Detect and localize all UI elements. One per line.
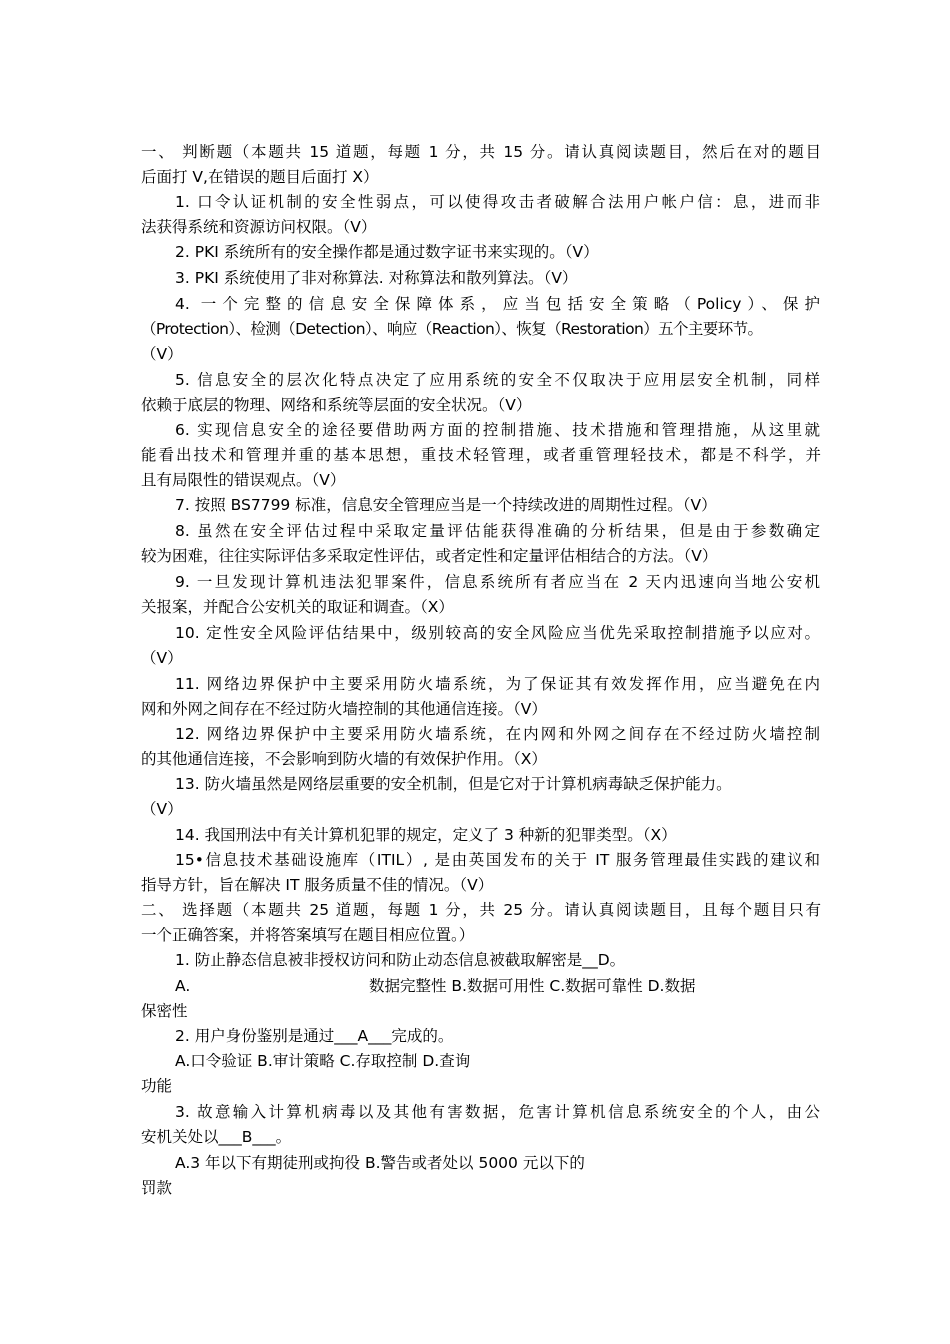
question-9-cont: 关报案，并配合公安机关的取证和调查。（X） bbox=[141, 598, 454, 616]
choice-question-3: 3. 故意输入计算机病毒以及其他有害数据，危害计算机信息系统安全的个人，由公 bbox=[175, 1103, 820, 1121]
question-1-cont: 法获得系统和资源访问权限。（V） bbox=[141, 218, 377, 236]
question-8-cont: 较为困难，往往实际评估多采取定性评估，或者定性和定量评估相结合的方法。（V） bbox=[141, 547, 718, 565]
choice-question-2: 2. 用户身份鉴别是通过___A___完成的。 bbox=[175, 1027, 454, 1045]
choice-3-options-cont: 罚款 bbox=[141, 1179, 173, 1197]
section-title-true-false: 一、 判断题（本题共 15 道题，每题 1 分，共 15 分。请认真阅读题目，然后在对的题目 bbox=[141, 143, 821, 161]
question-3: 3. PKI 系统使用了非对称算法. 对称算法和散列算法。（V） bbox=[175, 269, 578, 287]
question-6-cont: 能看出技术和管理并重的基本思想，重技术轻管理，或者重管理轻技术，都是不科学，并 bbox=[141, 446, 821, 464]
question-8: 8. 虽然在安全评估过程中采取定量评估能获得准确的分析结果，但是由于参数确定 bbox=[175, 522, 820, 540]
question-13: 13. 防火墙虽然是网络层重要的安全机制，但是它对于计算机病毒缺乏保护能力。 bbox=[175, 775, 732, 793]
choice-1-options-cont: 保密性 bbox=[141, 1002, 188, 1020]
question-4-cont: （Protection）、检测（Detection）、响应（Reaction）、恢复（Restoration）五个主要环节。 bbox=[141, 320, 763, 338]
question-12-cont: 的其他通信连接，不会影响到防火墙的有效保护作用。（X） bbox=[141, 750, 547, 768]
section-title-multiple-choice: 二、 选择题（本题共 25 道题，每题 1 分，共 25 分。请认真阅读题目，且每个题目只有 bbox=[141, 901, 821, 919]
choice-question-3-cont: 安机关处以___B___。 bbox=[141, 1128, 292, 1146]
choice-3-options: A.3 年以下有期徒刑或拘役 B.警告或者处以 5000 元以下的 bbox=[175, 1154, 585, 1172]
question-15: 15•信息技术基础设施库（ITIL）, 是由英国发布的关于 IT 服务管理最佳实践的建议和 bbox=[175, 851, 820, 869]
question-13-answer: （V） bbox=[141, 800, 183, 818]
question-6-cont-2: 且有局限性的错误观点。（V） bbox=[141, 471, 346, 489]
question-14: 14. 我国刑法中有关计算机犯罪的规定，定义了 3 种新的犯罪类型。（X） bbox=[175, 826, 677, 844]
choice-1-option-a-label: A. bbox=[175, 977, 191, 995]
question-5: 5. 信息安全的层次化特点决定了应用系统的安全不仅取决于应用层安全机制，同样 bbox=[175, 371, 820, 389]
question-9: 9. 一旦发现计算机违法犯罪案件，信息系统所有者应当在 2 天内迅速向当地公安机 bbox=[175, 573, 820, 591]
question-4-answer: （V） bbox=[141, 345, 183, 363]
question-10: 10. 定性安全风险评估结果中，级别较高的安全风险应当优先采取控制措施予以应对。 bbox=[175, 624, 820, 642]
question-15-cont: 指导方针，旨在解决 IT 服务质量不佳的情况。（V） bbox=[141, 876, 494, 894]
question-7: 7. 按照 BS7799 标准，信息安全管理应当是一个持续改进的周期性过程。（V） bbox=[175, 496, 717, 514]
choice-question-1: 1. 防止静态信息被非授权访问和防止动态信息被截取解密是__D。 bbox=[175, 951, 626, 969]
question-2: 2. PKI 系统所有的安全操作都是通过数字证书来实现的。（V） bbox=[175, 243, 599, 261]
question-11: 11. 网络边界保护中主要采用防火墙系统，为了保证其有效发挥作用，应当避免在内 bbox=[175, 675, 820, 693]
choice-2-options: A.口令验证 B.审计策略 C.存取控制 D.查询 bbox=[175, 1052, 471, 1070]
choice-1-options: 数据完整性 B.数据可用性 C.数据可靠性 D.数据 bbox=[369, 977, 696, 995]
section-instruction: 后面打 V,在错误的题目后面打 X） bbox=[141, 168, 379, 186]
question-6: 6. 实现信息安全的途径要借助两方面的控制措施、技术措施和管理措施，从这里就 bbox=[175, 421, 820, 439]
section-instruction-2: 一个正确答案，并将答案填写在题目相应位置。） bbox=[141, 926, 475, 944]
question-12: 12. 网络边界保护中主要采用防火墙系统，在内网和外网之间存在不经过防火墙控制 bbox=[175, 725, 820, 743]
question-1: 1. 口令认证机制的安全性弱点，可以使得攻击者破解合法用户帐户信：息，进而非 bbox=[175, 193, 820, 211]
choice-2-options-cont: 功能 bbox=[141, 1077, 173, 1095]
question-5-cont: 依赖于底层的物理、网络和系统等层面的安全状况。（V） bbox=[141, 396, 532, 414]
question-4: 4. 一个完整的信息安全保障体系，应当包括安全策略（Policy）、保护 bbox=[175, 295, 820, 313]
question-10-answer: （V） bbox=[141, 649, 183, 667]
question-11-cont: 网和外网之间存在不经过防火墙控制的其他通信连接。（V） bbox=[141, 700, 547, 718]
